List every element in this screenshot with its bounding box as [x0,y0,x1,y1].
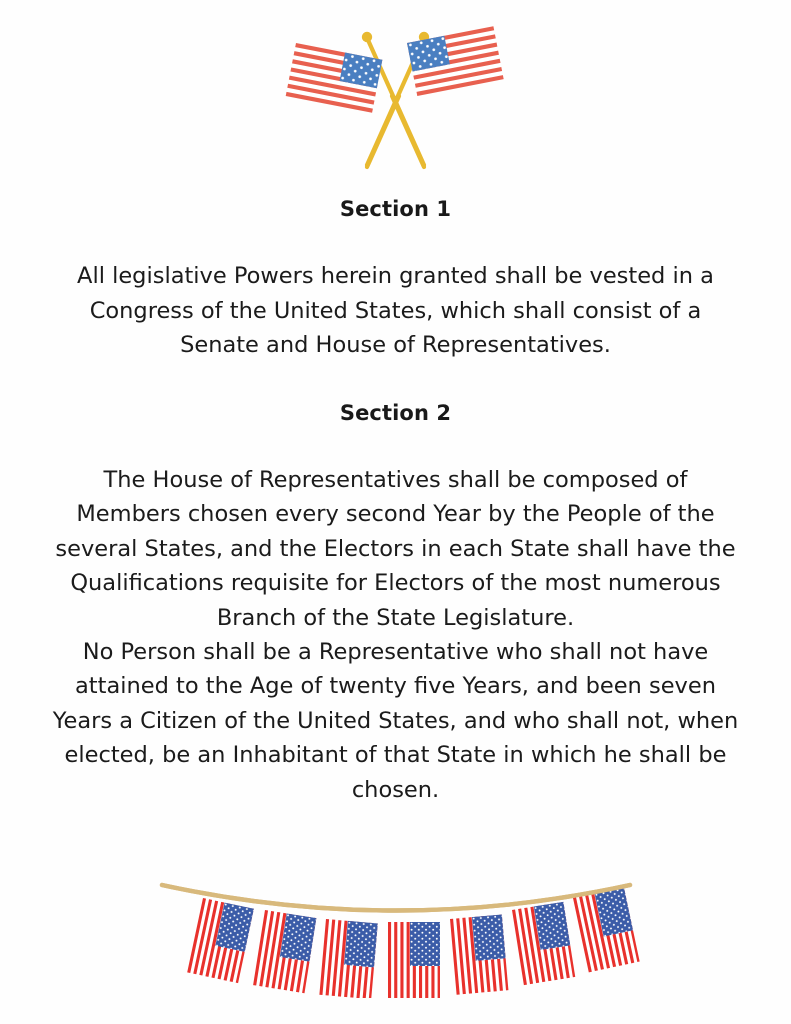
spacer [50,427,741,463]
crossed-flags-svg [0,10,791,180]
pole-left-lower [392,96,424,167]
section-1-heading: Section 1 [339,197,452,221]
bunting-flag [187,898,254,983]
section-1-paragraph-1: All legislative Powers herein granted shall be vested in a Congress of the United States, which shall consist of a Senate and House of Representatives. [77,263,714,359]
bunting-flag [573,887,640,972]
section-2-paragraph-2: No Person shall be a Representative who shall not have attained to the Age of twenty five Years, and been seven Years a Citizen of the United States, and who shall not, when elected, be an Inhabitant of that State in which he shall be chosen. [52,638,739,803]
bunting-flag [512,902,575,985]
flag-bunting-ornament [0,868,791,998]
constitution-text-content [50,196,741,807]
section-2-paragraph-1: The House of Representatives shall be composed of Members chosen every second Year by the People of the several States, and the Electors in each State shall have the Qualifications requisite for Electors of the most numerous Branch of the State Legislature. [55,466,736,631]
pole-finial-left [362,32,372,42]
bunting-flag [253,910,316,993]
spacer [50,223,741,259]
bunting-flag [319,919,377,998]
crossed-flags-ornament [0,10,791,180]
bunting-flag [450,914,508,994]
section-2-heading: Section 2 [339,400,452,425]
crossed-flag-left [286,43,383,113]
spacer [50,363,741,400]
bunting-flag [388,922,440,998]
bunting-svg [0,868,791,998]
